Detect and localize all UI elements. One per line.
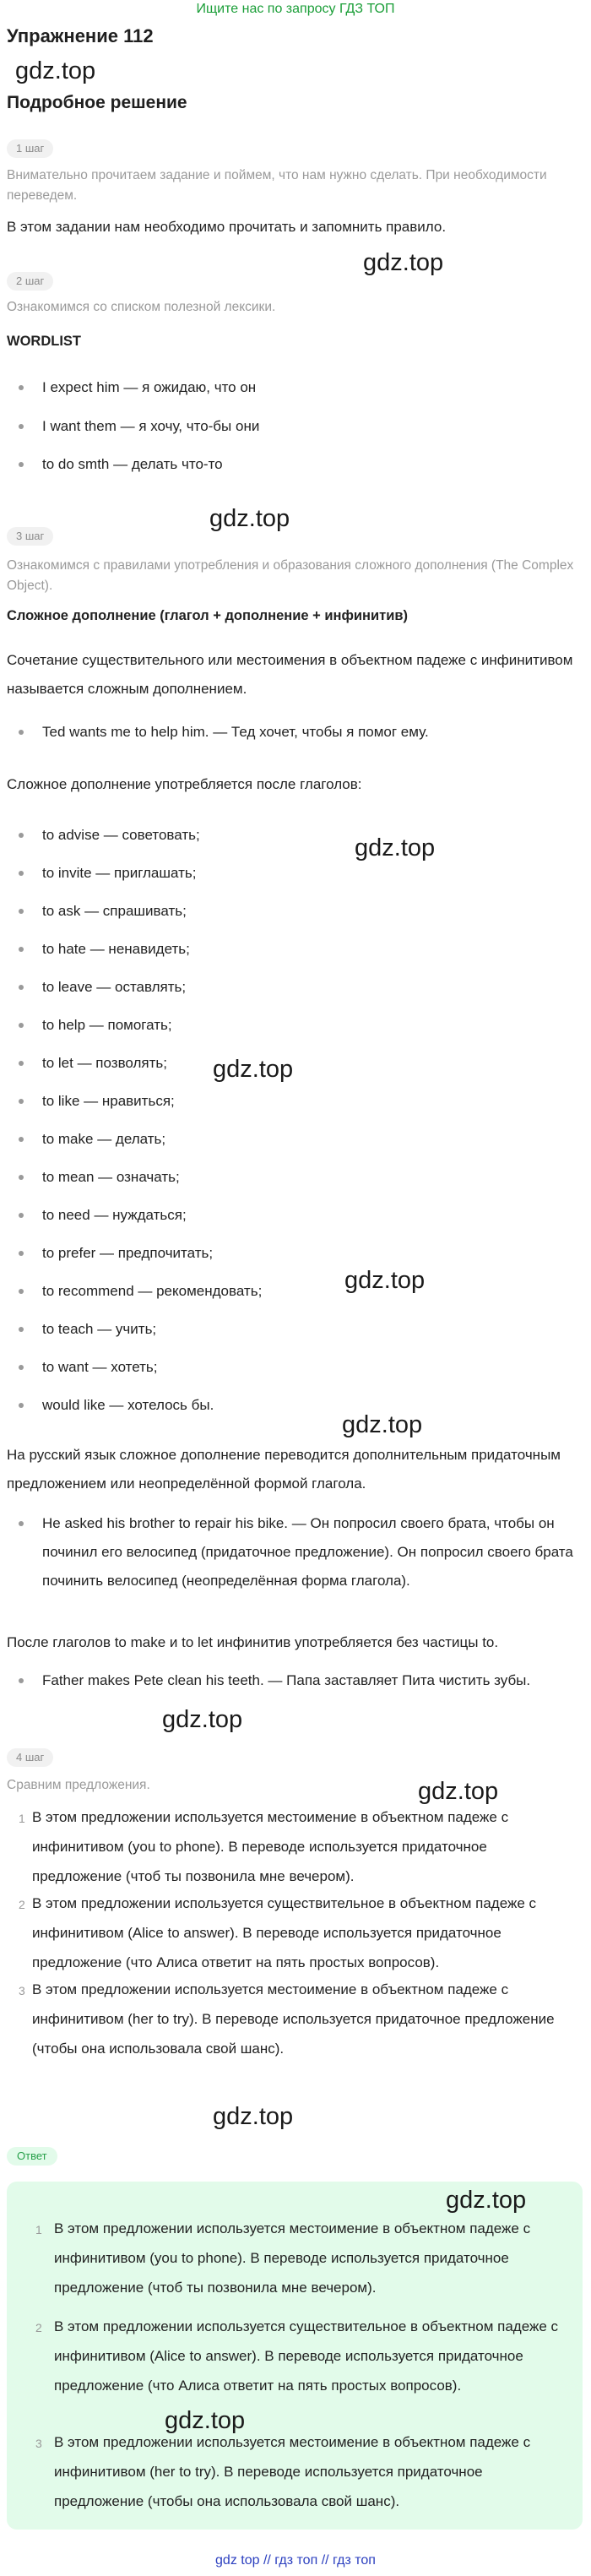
list-number: 1 [19,1812,25,1825]
list-bullet [19,1521,24,1526]
watermark: gdz.top [342,1411,423,1438]
list-bullet [19,424,24,429]
list-bullet [19,1137,24,1142]
answer-item: В этом предложении используется местоимение в объектном падеже с инфинитивом (her to try). В переводе используется придаточное предложение (чтобы она использовала свой шанс). [54,2434,531,2509]
list-item: Ted wants me to help him. — Тед хочет, чтобы я помог ему. [42,724,429,740]
verb-item: to need — нуждаться; [42,1207,187,1223]
watermark: gdz.top [213,2103,294,2130]
watermark: gdz.top [418,1778,499,1805]
verb-item: to invite — приглашать; [42,865,197,881]
answer-item: В этом предложении используется существительное в объектном падеже с инфинитивом (Alice to answer). В переводе используется придаточное предложение (что Алиса ответит на пять простых вопросов). [54,2318,559,2394]
list-bullet [19,1023,24,1028]
step-badge: 2 шаг [7,272,53,291]
watermark: gdz.top [363,249,444,276]
list-bullet [19,833,24,838]
list-bullet [19,1365,24,1370]
watermark: gdz.top [15,57,96,84]
verb-item: to want — хотеть; [42,1359,158,1375]
verb-item: to mean — означать; [42,1169,180,1185]
step-text: В этом задании нам необходимо прочитать и запомнить правило. [7,219,447,235]
solution-heading: Подробное решение [7,93,187,112]
list-bullet [19,1403,24,1408]
verb-item: to like — нравиться; [42,1093,175,1109]
list-bullet [19,1251,24,1256]
list-item: He asked his brother to repair his bike. — Он попросил своего брата, чтобы он починил его велосипед (придаточное предложение). Он попросил своего брата починить велосипед (неопределённая форма глагола). [42,1515,573,1589]
list-number: 1 [35,2223,42,2236]
verb-item: to prefer — предпочитать; [42,1245,214,1261]
page-title: Упражнение 112 [7,25,154,46]
watermark: gdz.top [344,1267,426,1294]
step-hint: Сравним предложения. [7,1778,150,1792]
list-number: 3 [35,2437,42,2450]
list-bullet [19,985,24,990]
verb-item: to leave — оставлять; [42,979,187,995]
rule-title: Сложное дополнение (глагол + дополнение + инфинитив) [7,608,409,623]
translation-note: На русский язык сложное дополнение переводится дополнительным придаточным предложением или неопределённой формой глагола. [7,1447,561,1492]
list-bullet [19,1175,24,1180]
list-item: I want them — я хочу, что-бы они [42,418,260,434]
list-bullet [19,730,24,735]
step-badge: 4 шаг [7,1748,53,1767]
watermark: gdz.top [446,2187,527,2214]
answer-item: В этом предложении используется местоимение в объектном падеже с инфинитивом (you to phone). В переводе используется придаточное предложение (чтоб ты позвонила мне вечером). [54,2220,531,2296]
list-bullet [19,871,24,876]
watermark: gdz.top [213,1056,294,1083]
wordlist-title: WORDLIST [7,334,81,349]
verb-item: to hate — ненавидеть; [42,941,190,957]
step-badge: 1 шаг [7,139,53,158]
verb-item: to advise — советовать; [42,827,200,843]
list-bullet [19,1061,24,1066]
list-bullet [19,909,24,914]
footer-links[interactable]: gdz top // гдз топ // гдз топ [215,2553,376,2568]
list-item: I expect him — я ожидаю, что он [42,379,257,395]
list-bullet [19,1213,24,1218]
watermark: gdz.top [162,1706,243,1733]
list-item: to do smth — делать что-то [42,456,223,472]
list-bullet [19,1678,24,1683]
make-let-note: После глаголов to make и to let инфинитив употребляется без частицы to. [7,1634,499,1650]
watermark: gdz.top [209,505,290,532]
list-bullet [19,947,24,952]
list-bullet [19,1289,24,1294]
watermark: gdz.top [165,2407,246,2434]
list-number: 2 [19,1898,25,1911]
list-bullet [19,385,24,390]
verb-item: to ask — спрашивать; [42,903,187,919]
verb-item: to teach — учить; [42,1321,157,1337]
list-bullet [19,1099,24,1104]
verb-item: would like — хотелось бы. [42,1397,214,1413]
compare-item: В этом предложении используется существительное в объектном падеже с инфинитивом (Alice to answer). В переводе используется придаточное предложение (что Алиса ответит на пять простых вопросов). [32,1895,537,1970]
verbs-intro: Сложное дополнение употребляется после глаголов: [7,776,362,792]
step-badge: 3 шаг [7,527,53,546]
compare-item: В этом предложении используется местоимение в объектном падеже с инфинитивом (you to phone). В переводе используется придаточное предложение (чтоб ты позвонила мне вечером). [32,1809,509,1884]
list-item: Father makes Pete clean his teeth. — Папа заставляет Пита чистить зубы. [42,1672,531,1688]
top-banner[interactable]: Ищите нас по запросу ГДЗ ТОП [196,2,395,16]
verb-item: to make — делать; [42,1131,166,1147]
list-bullet [19,1327,24,1332]
list-number: 3 [19,1984,25,1997]
step-hint: Внимательно прочитаем задание и поймем, что нам нужно сделать. При необходимости переведем. [7,168,547,203]
rule-definition: Сочетание существительного или местоимения в объектном падеже с инфинитивом называется сложным дополнением. [7,652,573,697]
step-hint: Ознакомимся с правилами употребления и образования сложного дополнения (The Complex Object). [7,558,574,593]
list-number: 2 [35,2321,42,2334]
verb-item: to recommend — рекомендовать; [42,1283,263,1299]
step-hint: Ознакомимся со списком полезной лексики. [7,300,276,314]
verb-item: to help — помогать; [42,1017,172,1033]
answer-badge: Ответ [7,2147,57,2166]
verb-item: to let — позволять; [42,1055,167,1071]
list-bullet [19,462,24,467]
compare-item: В этом предложении используется местоимение в объектном падеже с инфинитивом (her to try). В переводе используется придаточное предложение (чтобы она использовала свой шанс). [32,1981,555,2057]
watermark: gdz.top [355,834,436,861]
